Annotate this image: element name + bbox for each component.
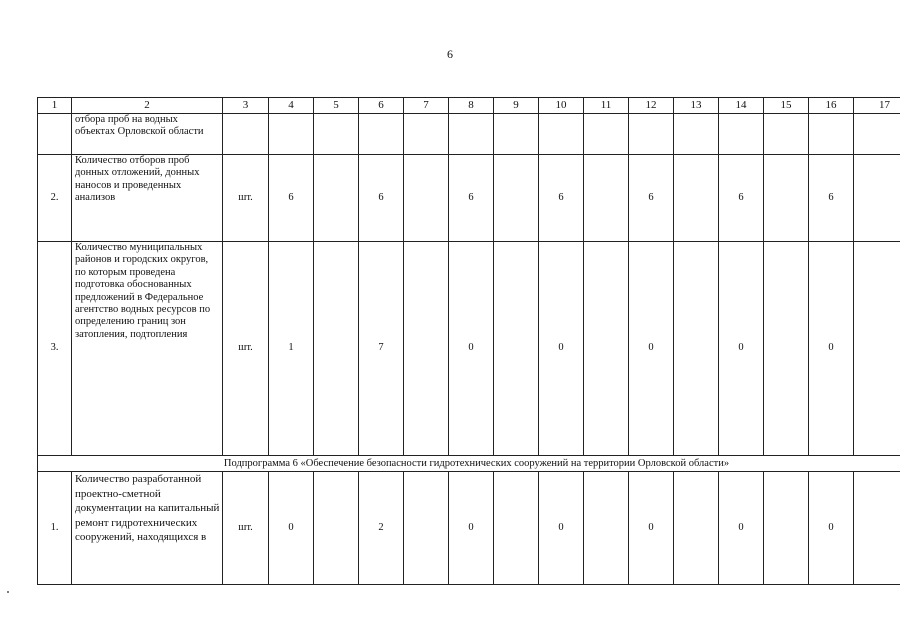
value-cell [584, 155, 629, 242]
unit-cell [223, 114, 269, 155]
value-cell: 0 [629, 242, 674, 456]
indicator-name: Количество муниципальных районов и городских округов, по которым проведена подготовка обоснованных предложений в Федеральное агентство водных ресурсов по определению границ зон затопления, подтопления [72, 242, 223, 456]
value-cell [404, 155, 449, 242]
table-row [38, 242, 900, 456]
subprogram-title: Подпрограмма 6 «Обеспечение безопасности гидротехнических сооружений на территории Орловской области» [38, 456, 900, 472]
value-cell [494, 242, 539, 456]
value-cell: 0 [449, 472, 494, 585]
value-cell: 0 [539, 242, 584, 456]
value-cell [674, 472, 719, 585]
value-cell [674, 155, 719, 242]
value-cell [674, 114, 719, 155]
unit-cell: шт. [223, 472, 269, 585]
column-header: 11 [584, 98, 629, 114]
value-cell [854, 472, 900, 585]
column-header: 7 [404, 98, 449, 114]
table-row [38, 472, 900, 585]
column-header: 13 [674, 98, 719, 114]
value-cell: 6 [539, 155, 584, 242]
value-cell [584, 242, 629, 456]
column-header: 4 [269, 98, 314, 114]
value-cell [854, 114, 900, 155]
value-cell [854, 155, 900, 242]
value-cell: 0 [269, 472, 314, 585]
page-number: 6 [447, 47, 453, 61]
value-cell [764, 472, 809, 585]
indicator-name: Количество отборов проб донных отложений, донных наносов и проведенных анализов [72, 155, 223, 242]
column-header: 17 [854, 98, 900, 114]
row-number: 3. [38, 242, 72, 456]
scan-speck [7, 591, 9, 593]
indicator-name: отбора проб на водных объектах Орловской области [72, 114, 223, 155]
subprogram-row [38, 456, 900, 472]
value-cell [629, 114, 674, 155]
column-header: 12 [629, 98, 674, 114]
value-cell [449, 114, 494, 155]
row-number: 2. [38, 155, 72, 242]
value-cell: 6 [449, 155, 494, 242]
value-cell [314, 114, 359, 155]
row-number [38, 114, 72, 155]
value-cell [359, 114, 404, 155]
table-row [38, 155, 900, 242]
value-cell [539, 114, 584, 155]
column-header: 14 [719, 98, 764, 114]
column-header: 1 [38, 98, 72, 114]
unit-cell: шт. [223, 242, 269, 456]
value-cell [314, 242, 359, 456]
value-cell [494, 472, 539, 585]
indicator-name: Количество разработанной проектно-сметной документации на капитальный ремонт гидротехнических сооружений, находящихся в [72, 472, 223, 585]
row-number: 1. [38, 472, 72, 585]
value-cell: 0 [629, 472, 674, 585]
column-header: 16 [809, 98, 854, 114]
value-cell [764, 242, 809, 456]
unit-cell: шт. [223, 155, 269, 242]
value-cell: 7 [359, 242, 404, 456]
column-header: 2 [72, 98, 223, 114]
value-cell: 0 [539, 472, 584, 585]
value-cell [494, 155, 539, 242]
value-cell [494, 114, 539, 155]
column-header: 9 [494, 98, 539, 114]
table-row [38, 114, 900, 155]
column-header: 6 [359, 98, 404, 114]
value-cell: 0 [719, 242, 764, 456]
value-cell [764, 114, 809, 155]
column-header: 8 [449, 98, 494, 114]
value-cell [314, 155, 359, 242]
column-number-row [38, 98, 900, 114]
value-cell: 0 [809, 242, 854, 456]
value-cell [584, 114, 629, 155]
value-cell: 2 [359, 472, 404, 585]
value-cell: 6 [809, 155, 854, 242]
value-cell [404, 472, 449, 585]
value-cell: 0 [719, 472, 764, 585]
indicator-table [37, 97, 900, 585]
column-header: 15 [764, 98, 809, 114]
value-cell [674, 242, 719, 456]
value-cell: 6 [269, 155, 314, 242]
value-cell [764, 155, 809, 242]
value-cell [584, 472, 629, 585]
value-cell [719, 114, 764, 155]
value-cell: 0 [449, 242, 494, 456]
column-header: 3 [223, 98, 269, 114]
value-cell: 6 [359, 155, 404, 242]
value-cell [314, 472, 359, 585]
value-cell: 1 [269, 242, 314, 456]
value-cell [854, 242, 900, 456]
value-cell [809, 114, 854, 155]
value-cell: 6 [719, 155, 764, 242]
column-header: 10 [539, 98, 584, 114]
value-cell [404, 242, 449, 456]
value-cell: 6 [629, 155, 674, 242]
value-cell [269, 114, 314, 155]
value-cell [404, 114, 449, 155]
column-header: 5 [314, 98, 359, 114]
value-cell: 0 [809, 472, 854, 585]
